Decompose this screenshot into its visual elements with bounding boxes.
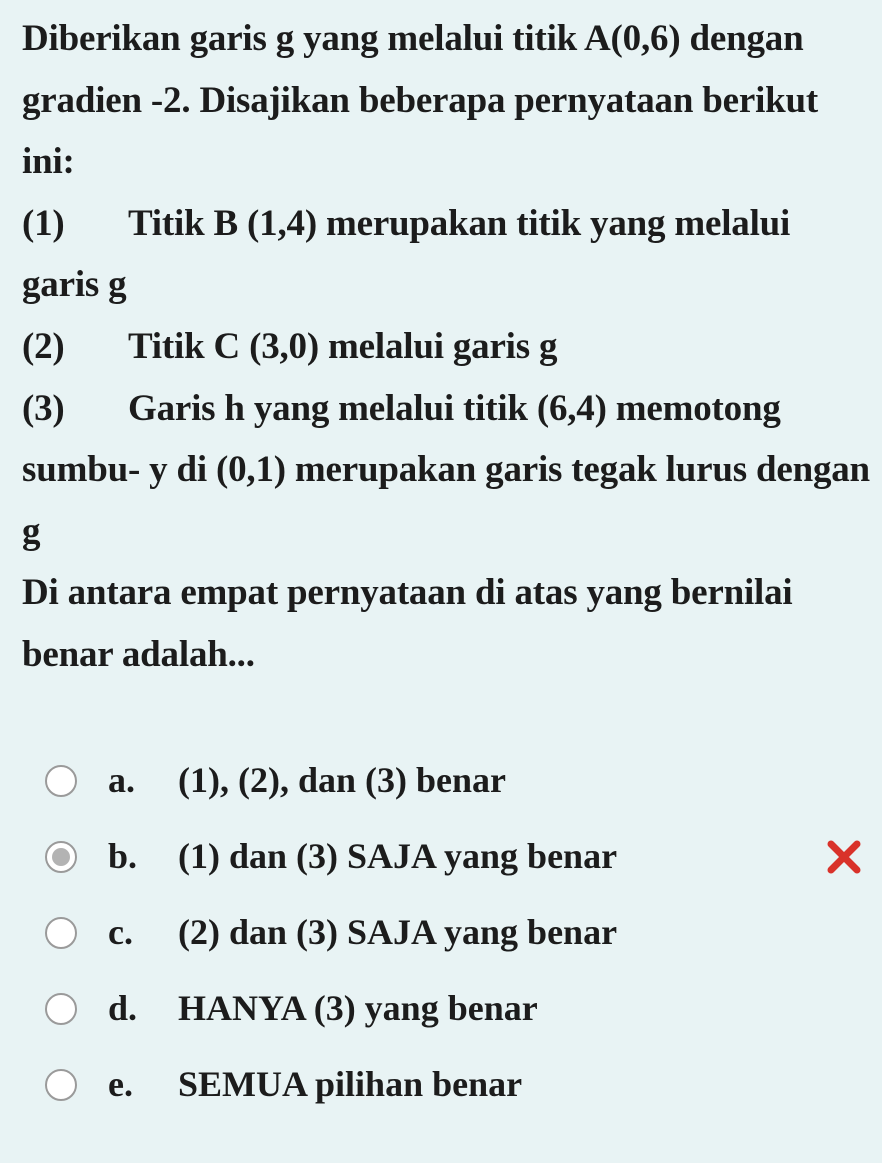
option-b[interactable]	[0, 822, 882, 898]
option-letter: c.	[108, 912, 133, 952]
radio-button-icon[interactable]	[45, 841, 77, 873]
radio-button-icon[interactable]	[45, 1069, 77, 1101]
option-label: (1), (2), dan (3) benar	[178, 760, 506, 800]
radio-button-icon[interactable]	[45, 917, 77, 949]
statement-text: Titik B (1,4) merupakan titik yang melalui garis g	[22, 202, 791, 306]
statement-3	[22, 378, 872, 563]
option-a[interactable]	[0, 746, 882, 822]
option-label: (2) dan (3) SAJA yang benar	[178, 912, 618, 952]
statement-text: Titik C (3,0) melalui garis g	[128, 325, 558, 367]
radio-button-icon[interactable]	[45, 765, 77, 797]
statement-number: (3)	[22, 387, 65, 429]
option-e[interactable]	[0, 1050, 882, 1126]
question-text	[22, 8, 872, 686]
radio-button-icon[interactable]	[45, 993, 77, 1025]
statement-text: Garis h yang melalui titik (6,4) memotong sumbu- y di (0,1) merupakan garis tegak lurus dengan g	[22, 387, 870, 552]
option-letter: e.	[108, 1064, 133, 1104]
option-label: SEMUA pilihan benar	[178, 1064, 523, 1104]
option-letter: d.	[108, 988, 138, 1028]
option-letter: b.	[108, 836, 138, 876]
option-c[interactable]	[0, 898, 882, 974]
statement-2	[22, 316, 872, 378]
question-intro: Diberikan garis g yang melalui titik A(0,6) dengan gradien -2. Disajikan beberapa pernyataan berikut ini:	[22, 18, 819, 183]
question-prompt: Di antara empat pernyataan di atas yang bernilai benar adalah...	[22, 572, 793, 675]
statement-number: (2)	[22, 325, 65, 367]
statement-1	[22, 193, 872, 316]
option-letter: a.	[108, 760, 135, 800]
option-label: HANYA (3) yang benar	[178, 988, 538, 1028]
statement-number: (1)	[22, 202, 65, 244]
option-label: (1) dan (3) SAJA yang benar	[178, 836, 618, 876]
option-d[interactable]	[0, 974, 882, 1050]
cross-icon	[825, 838, 863, 876]
